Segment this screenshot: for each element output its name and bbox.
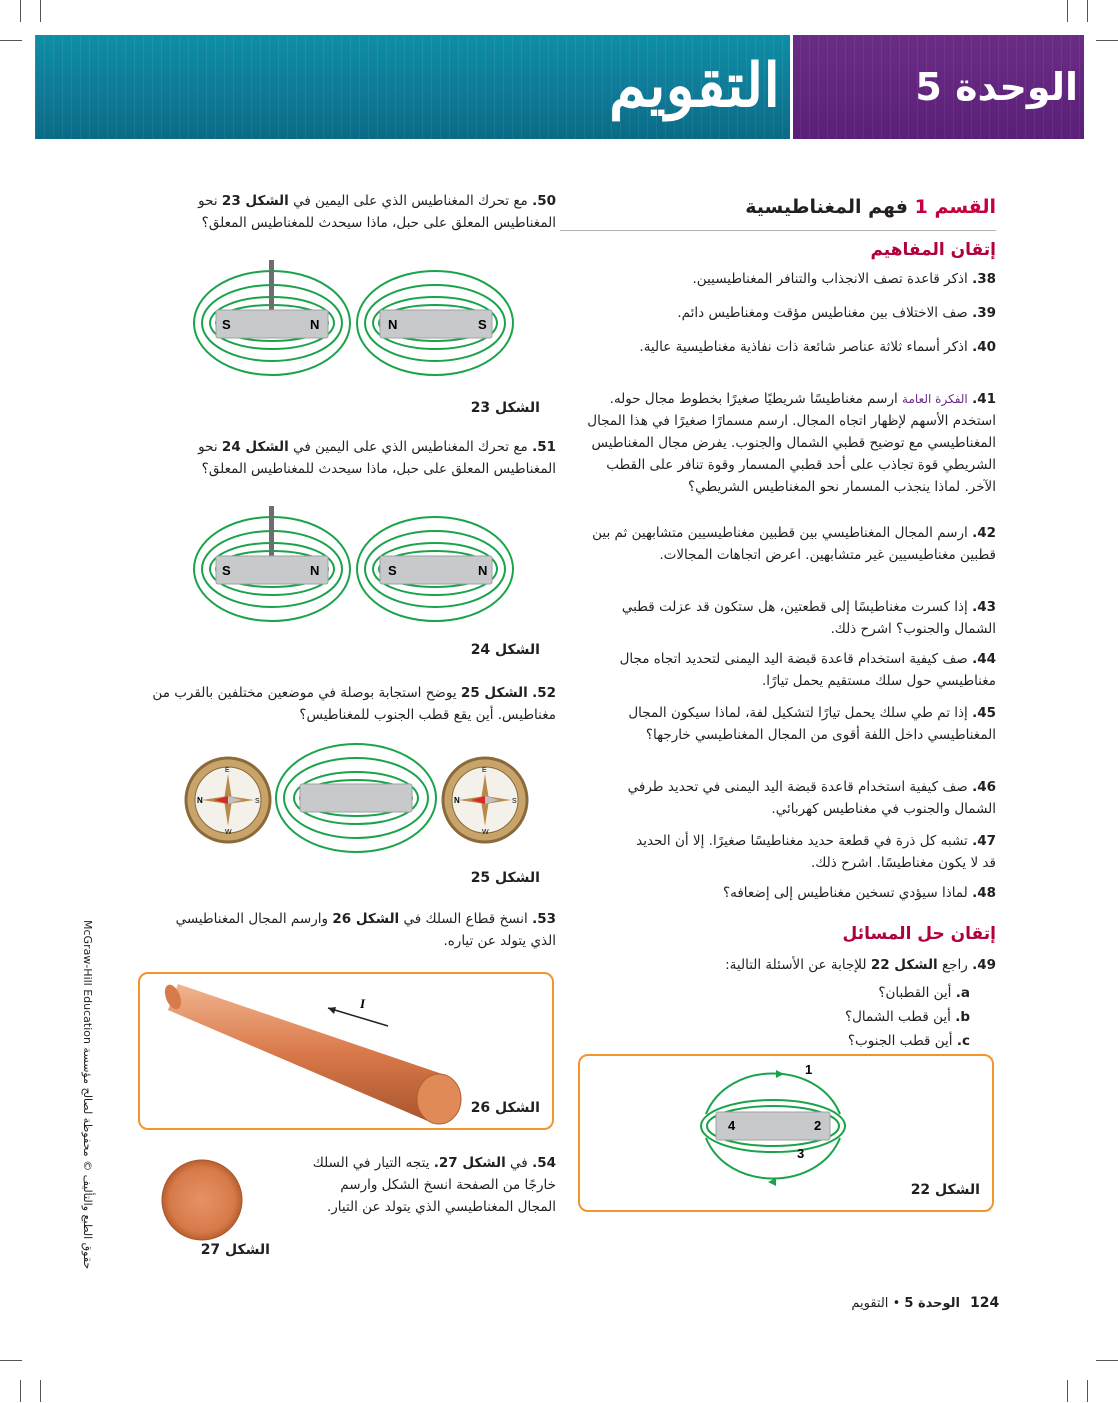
current-label: I — [360, 996, 366, 1011]
crop-mark — [0, 40, 22, 41]
pole-label: S — [478, 317, 487, 332]
sub-text: أين القطبان؟ — [878, 985, 952, 1001]
crop-mark — [20, 0, 21, 22]
compass-right — [443, 758, 527, 842]
figure-ref: الشكل 23 — [221, 193, 289, 209]
crop-mark — [1067, 0, 1068, 22]
copyright-sidebar: McGraw-Hill Education حقوق الطبع والتأليف © محفوظة لصالح مؤسسة — [81, 920, 94, 1270]
question-text: راجع — [941, 957, 968, 973]
question-41 — [578, 388, 996, 498]
footer-unit: الوحدة 5 — [904, 1296, 960, 1311]
question-text: تشبه كل ذرة في قطعة حديد مغناطيسًا صغيرًا. إلا أن الحديد قد لا يكون مغناطيسًا. اشرح ذلك. — [636, 833, 996, 871]
sub-label: c. — [956, 1033, 970, 1049]
hanging-string — [269, 260, 274, 310]
arrow-icon — [328, 1007, 336, 1014]
label-2: 2 — [814, 1118, 822, 1133]
wire-cross-section — [417, 1074, 461, 1124]
question-number: 46. — [972, 779, 996, 795]
question-text: اذكر قاعدة تصف الانجذاب والتنافر المغناطيسيين. — [692, 271, 968, 287]
question-50 — [150, 190, 556, 234]
question-text: اذكر أسماء ثلاثة عناصر شائعة ذات نفاذية مغناطيسية عالية. — [639, 339, 968, 355]
pole-label: S — [388, 563, 397, 578]
question-number: 52. — [532, 685, 556, 701]
crop-mark — [1087, 1380, 1088, 1402]
footer-title: التقويم — [851, 1296, 889, 1311]
question-number: 50. — [532, 193, 556, 209]
pole-label: N — [478, 563, 488, 578]
big-idea-label: الفكرة العامة — [902, 392, 968, 406]
question-42 — [590, 522, 996, 566]
crop-mark — [40, 0, 41, 22]
question-text: إذا كسرت مغناطيسًا إلى قطعتين، هل ستكون قد عزلت قطبي الشمال والجنوب؟ اشرح ذلك. — [621, 599, 996, 637]
question-39 — [600, 302, 996, 324]
question-text: صف كيفية استخدام قاعدة قبضة اليد اليمنى في تحديد طرفي الشمال والجنوب في مغناطيس كهربائي. — [627, 779, 996, 817]
question-number: 47. — [972, 833, 996, 849]
crop-mark — [1096, 1360, 1118, 1361]
subquestion-a — [760, 982, 970, 1004]
crop-mark — [0, 1360, 22, 1361]
sub-label: b. — [955, 1009, 970, 1025]
question-text: نحو المغناطيس المعلق على حبل، ماذا سيحدث للمغناطيس المعلق؟ — [198, 193, 556, 231]
question-number: 45. — [972, 705, 996, 721]
question-47 — [620, 830, 996, 874]
question-text: يوضح استجابة بوصلة في موضعين مختلفين بالقرب من مغناطيس. أين يقع قطب الجنوب للمغناطيس؟ — [152, 685, 556, 723]
question-text: مع تحرك المغناطيس الذي على اليمين في — [293, 193, 528, 209]
sub-text: أين قطب الشمال؟ — [844, 1009, 951, 1025]
unit-label: الوحدة 5 — [915, 65, 1078, 109]
question-45 — [578, 702, 996, 746]
question-number: 43. — [972, 599, 996, 615]
crop-mark — [40, 1380, 41, 1402]
label-4: 4 — [728, 1118, 736, 1133]
sub-label: a. — [955, 985, 970, 1001]
section-title: فهم المغناطيسية — [745, 196, 908, 218]
crop-mark — [20, 1380, 21, 1402]
pole-label: S — [222, 317, 231, 332]
question-number: 41. — [972, 391, 996, 407]
pole-label: S — [222, 563, 231, 578]
question-text: ارسم المجال المغناطيسي بين قطبين مغناطيسيين متشابهين ثم بين قطبين مغناطيسيين غير متشابهين. اعرض اتجاهات المجالات. — [592, 525, 996, 563]
question-54 — [300, 1152, 556, 1218]
figure-23-caption: الشكل 23 — [470, 400, 540, 416]
wire-body — [168, 984, 448, 1122]
compass-w: W — [482, 829, 489, 836]
arrow-icon — [776, 1070, 784, 1078]
sub-text: أين قطب الجنوب؟ — [847, 1033, 953, 1049]
question-text: ارسم مغناطيسًا شريطيًا صغيرًا بخطوط مجال حوله. استخدم الأسهم لإظهار اتجاه المجال. ارسم مسمارًا صغيرًا في هذا المجال المغناطيسي مع توضيح قطبي الشمال والجنوب. يفرض مجال المغناطيس الشريطي قوة تجاذب على أحد قطبي المسمار وقوة تنافر على القطب الآخر. لماذا ينجذب المسمار نحو المغناطيس الشريطي؟ — [587, 391, 996, 495]
compass-s: S — [512, 798, 517, 805]
figure-22-caption: الشكل 22 — [910, 1182, 980, 1198]
compass-e: E — [482, 767, 487, 774]
question-51 — [150, 436, 556, 480]
figure-ref: الشكل 27. — [433, 1155, 506, 1171]
crop-mark — [1067, 1380, 1068, 1402]
crop-mark — [1096, 40, 1118, 41]
compass-left — [186, 758, 270, 842]
question-text: صف كيفية استخدام قاعدة قبضة اليد اليمنى لتحديد اتجاه مجال مغناطيسي حول سلك مستقيم يحمل تيارًا. — [619, 651, 996, 689]
label-1: 1 — [805, 1062, 813, 1077]
compass-s: S — [255, 798, 260, 805]
footer-separator: • — [892, 1296, 901, 1311]
figure-24 — [190, 504, 510, 634]
question-number: 53. — [532, 911, 556, 927]
question-text: نحو المغناطيس المعلق على حبل، ماذا سيحدث للمغناطيس المعلق؟ — [198, 439, 556, 477]
figure-27 — [160, 1158, 244, 1242]
figure-ref: الشكل 22 — [870, 957, 938, 973]
compass-w: W — [225, 829, 232, 836]
page-title: التقويم — [608, 51, 780, 121]
figure-ref: الشكل 26 — [332, 911, 400, 927]
question-number: 54. — [532, 1155, 556, 1171]
problems-heading: إتقان حل المسائل — [842, 924, 996, 944]
wire-cross-section — [162, 1160, 242, 1240]
current-arrow — [328, 1008, 388, 1026]
figure-26-caption: الشكل 26 — [470, 1100, 540, 1116]
question-44 — [600, 648, 996, 692]
figure-23 — [190, 258, 510, 388]
question-number: 48. — [972, 885, 996, 901]
question-text: صف الاختلاف بين مغناطيس مؤقت ومغناطيس دائم. — [677, 305, 968, 321]
section-label: القسم 1 — [914, 196, 996, 218]
question-number: 38. — [972, 271, 996, 287]
footer-running-head — [780, 1296, 960, 1311]
compass-e: E — [225, 767, 230, 774]
subquestion-b — [760, 1006, 970, 1028]
question-number: 51. — [532, 439, 556, 455]
question-number: 40. — [972, 339, 996, 355]
question-53 — [150, 908, 556, 952]
question-number: 39. — [972, 305, 996, 321]
pole-label: N — [388, 317, 398, 332]
hanging-string — [269, 506, 274, 556]
question-text: إذا تم طي سلك يحمل تيارًا لتشكيل لفة، لماذا سيكون المجال المغناطيسي داخل اللفة أقوى من المجال المغناطيسي خارجها؟ — [628, 705, 996, 743]
question-48 — [600, 882, 996, 904]
pole-label: N — [310, 317, 320, 332]
pole-label: N — [310, 563, 320, 578]
figure-ref: الشكل 24 — [221, 439, 289, 455]
question-52 — [150, 682, 556, 726]
question-number: 42. — [972, 525, 996, 541]
crop-mark — [1087, 0, 1088, 22]
question-43 — [610, 596, 996, 640]
question-text: في — [510, 1155, 528, 1171]
bar-magnet — [300, 784, 412, 812]
figure-24-caption: الشكل 24 — [470, 642, 540, 658]
question-text: للإجابة عن الأسئلة التالية: — [725, 957, 867, 973]
question-40 — [620, 336, 996, 358]
concepts-heading: إتقان المفاهيم — [870, 240, 996, 260]
question-46 — [600, 776, 996, 820]
section-rule — [560, 230, 996, 231]
question-text: مع تحرك المغناطيس الذي على اليمين في — [293, 439, 528, 455]
figure-25 — [180, 738, 530, 858]
moving-magnet — [380, 556, 492, 584]
question-text: لماذا سيؤدي تسخين مغناطيس إلى إضعافه؟ — [722, 885, 968, 901]
figure-ref: الشكل 25 — [460, 685, 528, 701]
page-number: 124 — [970, 1295, 1000, 1311]
subquestion-c — [760, 1030, 970, 1052]
question-49 — [600, 954, 996, 976]
compass-n: N — [197, 796, 203, 805]
label-3: 3 — [797, 1146, 805, 1161]
compass-n: N — [454, 796, 460, 805]
question-text: انسخ قطاع السلك في — [403, 911, 528, 927]
question-number: 49. — [972, 957, 996, 973]
question-text: يتجه التيار في السلك خارجًا من الصفحة انسخ الشكل وارسم المجال المغناطيسي الذي يتولد عن التيار. — [312, 1155, 556, 1215]
question-text: وارسم المجال المغناطيسي الذي يتولد عن تياره. — [175, 911, 556, 949]
figure-27-caption: الشكل 27 — [200, 1242, 270, 1258]
question-38 — [600, 268, 996, 290]
figure-25-caption: الشكل 25 — [470, 870, 540, 886]
section-heading — [700, 196, 996, 218]
question-number: 44. — [972, 651, 996, 667]
